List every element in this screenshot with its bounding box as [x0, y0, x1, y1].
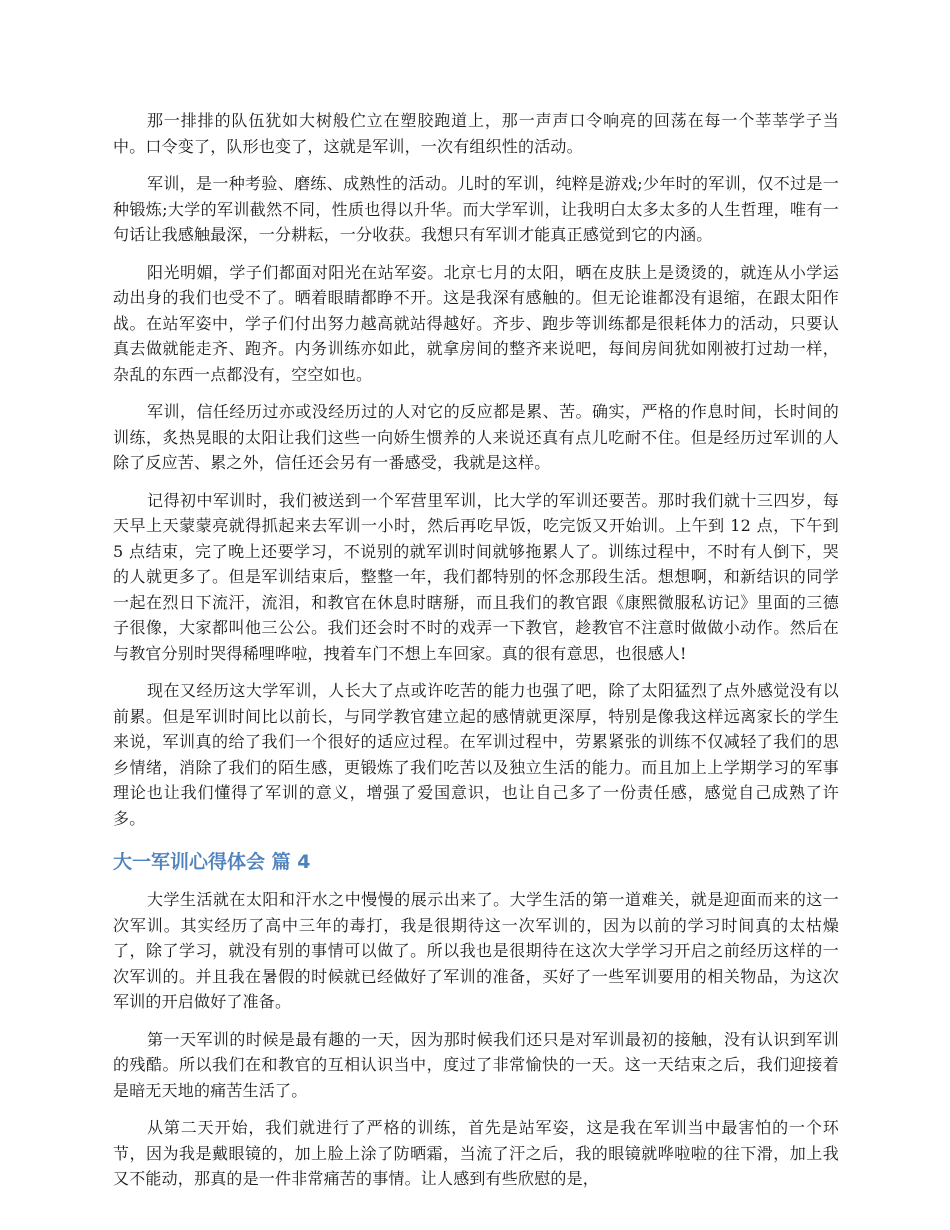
paragraph: 阳光明媚，学子们都面对阳光在站军姿。北京七月的太阳，晒在皮肤上是烫烫的，就连从小学运动出身的我们也受不了。晒着眼睛都睁不开。这是我深有感触的。但无论谁都没有退缩，在跟太阳作战。在站军姿中，学子们付出努力越高就站得越好。齐步、跑步等训练都是很耗体力的活动，只要认真去做就能走齐、跑齐。内务训练亦如此，就拿房间的整齐来说吧，每间房间犹如刚被打过劫一样，杂乱的东西一点都没有，空空如也。	[113, 262, 839, 384]
paragraph: 第一天军训的时候是最有趣的一天，因为那时候我们还只是对军训最初的接触，没有认识到军训的残酷。所以我们在和教官的互相认识当中，度过了非常愉快的一天。这一天结束之后，我们迎接着是暗无天地的痛苦生活了。	[113, 1029, 839, 1100]
paragraph: 军训，信任经历过亦或没经历过的人对它的反应都是累、苦。确实，严格的作息时间，长时间的训练，炙热晃眼的太阳让我们这些一向娇生惯养的人来说还真有点儿吃耐不住。但是经历过军训的人除了反应苦、累之外，信任还会另有一番感受，我就是这样。	[113, 402, 839, 472]
paragraph: 大学生活就在太阳和汗水之中慢慢的展示出来了。大学生活的第一道难关，就是迎面而来的这一次军训。其实经历了高中三年的毒打，我是很期待这一次军训的，因为以前的学习时间真的太枯燥了，除了学习，就没有别的事情可以做了。所以我也是很期待在这次大学学习开启之前经历这样的一次军训的。并且我在暑假的时候就已经做好了军训的准备，买好了一些军训要用的相关物品，为这次军训的开启做好了准备。	[113, 890, 839, 1011]
section-heading: 大一军训心得体会 篇 4	[113, 851, 311, 873]
paragraph: 那一排排的队伍犹如大树般伫立在塑胶跑道上，那一声声口令响亮的回荡在每一个莘莘学子当中。口令变了，队形也变了，这就是军训，一次有组织性的活动。	[113, 111, 839, 156]
paragraph: 从第二天开始，我们就进行了严格的训练，首先是站军姿，这是我在军训当中最害怕的一个环节，因为我是戴眼镜的，加上脸上涂了防晒霜，当流了汗之后，我的眼镜就哗啦啦的往下滑，加上我又不能动，那真的是一件非常痛苦的事情。让人感到有些欣慰的是，	[113, 1118, 839, 1188]
paragraph: 军训，是一种考验、磨练、成熟性的活动。儿时的军训，纯粹是游戏;少年时的军训，仅不过是一种锻炼;大学的军训截然不同，性质也得以升华。而大学军训，让我明白太多太多的人生哲理，唯有一句话让我感触最深，一分耕耘，一分收获。我想只有军训才能真正感觉到它的内涵。	[113, 174, 839, 244]
paragraph: 记得初中军训时，我们被送到一个军营里军训，比大学的军训还要苦。那时我们就十三四岁，每天早上天蒙蒙亮就得抓起来去军训一小时，然后再吃早饭，吃完饭又开始训。上午到 12 点，下午到 5 点结束，完了晚上还要学习，不说别的就军训时间就够拖累人了。训练过程中，不时有人倒下，哭的人就更多了。但是军训结束后，整整一年，我们都特别的怀念那段生活。想想啊，和新结识的同学一起在烈日下流汗，流泪，和教官在休息时瞎掰，而且我们的教官跟《康熙微服私访记》里面的三德子很像，大家都叫他三公公。我们还会时不时的戏弄一下教官，趁教官不注意时做做小动作。然后在与教官分别时哭得稀哩哗啦，拽着车门不想上车回家。真的很有意思，也很感人!	[113, 490, 839, 663]
document-page	[113, 108, 839, 1204]
paragraph: 现在又经历这大学军训，人长大了点或许吃苦的能力也强了吧，除了太阳猛烈了点外感觉没有以前累。但是军训时间比以前长，与同学教官建立起的感情就更深厚，特别是像我这样远离家长的学生来说，军训真的给了我们一个很好的适应过程。在军训过程中，劳累紧张的训练不仅减轻了我们的思乡情绪，消除了我们的陌生感，更锻炼了我们吃苦以及独立生活的能力。而且加上上学期学习的军事理论也让我们懂得了军训的意义，增强了爱国意识，也让自己多了一份责任感，感觉自己成熟了许多。	[113, 681, 839, 828]
